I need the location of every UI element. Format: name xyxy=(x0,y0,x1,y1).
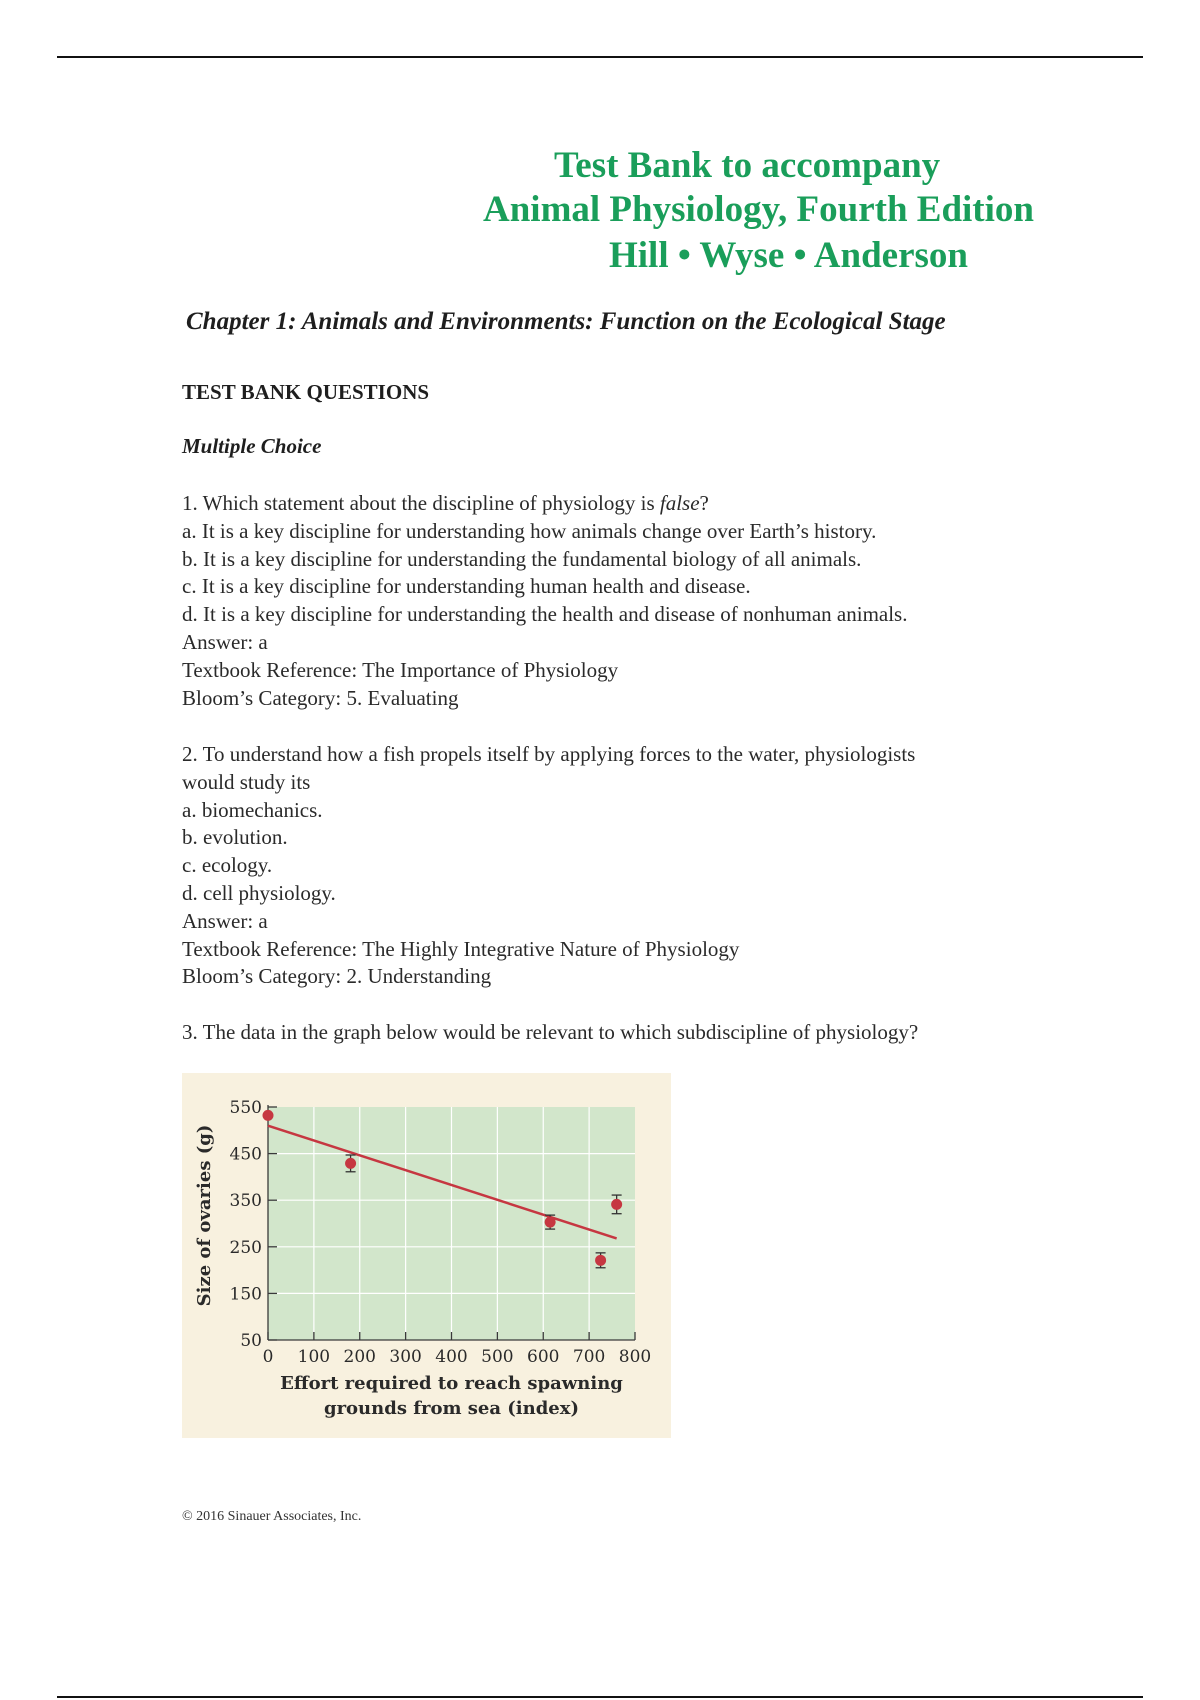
option-b: b. It is a key discipline for understanding the fundamental biology of all animals. xyxy=(182,546,862,571)
data-point xyxy=(263,1110,274,1121)
question-3 xyxy=(182,1019,1062,1047)
bloom-category: Bloom’s Category: 5. Evaluating xyxy=(182,685,459,710)
x-axis-title: Effort required to reach spawning xyxy=(280,1373,623,1394)
option-d: d. cell physiology. xyxy=(182,880,336,905)
y-tick-label: 450 xyxy=(229,1144,262,1165)
section-heading: TEST BANK QUESTIONS xyxy=(182,380,430,404)
question-stem-cont: would study its xyxy=(182,769,311,794)
x-tick-label: 500 xyxy=(481,1347,514,1367)
x-tick-label: 400 xyxy=(435,1347,468,1367)
bloom-category: Bloom’s Category: 2. Understanding xyxy=(182,964,492,989)
x-tick-label: 600 xyxy=(527,1347,560,1367)
y-tick-label: 150 xyxy=(229,1284,262,1305)
option-c: c. It is a key discipline for understanding human health and disease. xyxy=(182,574,751,599)
stem-text: 1. Which statement about the discipline of physiology is xyxy=(182,491,660,515)
x-tick-label: 200 xyxy=(343,1347,376,1367)
textbook-reference: Textbook Reference: The Highly Integrative Nature of Physiology xyxy=(182,936,740,961)
title-line-2: Animal Physiology, Fourth Edition xyxy=(483,189,1034,230)
data-point xyxy=(345,1158,356,1169)
x-tick-label: 700 xyxy=(572,1347,606,1367)
title-line-1: Test Bank to accompany xyxy=(554,145,941,186)
chapter-title: Chapter 1: Animals and Environments: Function on the Ecological Stage xyxy=(186,308,946,335)
x-tick-label: 100 xyxy=(297,1347,331,1367)
x-tick-label: 800 xyxy=(618,1347,652,1367)
question-2 xyxy=(182,741,1062,991)
stem-end: ? xyxy=(699,491,709,515)
copyright: © 2016 Sinauer Associates, Inc. xyxy=(182,1509,362,1524)
question-stem xyxy=(182,490,1062,518)
question-stem: 3. The data in the graph below would be relevant to which subdiscipline of physiology? xyxy=(182,1020,919,1044)
option-a: a. It is a key discipline for understanding how animals change over Earth’s history. xyxy=(182,518,877,543)
question-stem: 2. To understand how a fish propels itself by applying forces to the water, physiologists xyxy=(182,742,916,766)
option-c: c. ecology. xyxy=(182,853,273,878)
x-tick-label: 0 xyxy=(262,1347,274,1367)
y-axis-title: Size of ovaries (g) xyxy=(194,1124,215,1307)
data-point xyxy=(545,1217,556,1228)
data-point xyxy=(595,1255,606,1266)
x-axis-title-line-2: grounds from sea (index) xyxy=(323,1398,580,1419)
answer: Answer: a xyxy=(182,908,268,933)
answer: Answer: a xyxy=(182,629,268,654)
chart-svg xyxy=(182,1073,671,1438)
y-tick-label: 350 xyxy=(229,1191,262,1212)
y-tick-label: 250 xyxy=(229,1237,262,1258)
option-a: a. biomechanics. xyxy=(182,797,323,822)
option-d: d. It is a key discipline for understanding the health and disease of nonhuman animals. xyxy=(182,602,908,627)
title-line-3: Hill • Wyse • Anderson xyxy=(609,235,968,276)
subsection-heading: Multiple Choice xyxy=(182,434,322,458)
ovary-size-chart xyxy=(182,1073,671,1438)
question-1 xyxy=(182,490,1062,712)
option-b: b. evolution. xyxy=(182,825,288,850)
y-tick-label: 50 xyxy=(240,1331,262,1351)
data-point xyxy=(611,1199,622,1210)
stem-italic: false xyxy=(659,491,700,515)
y-tick-label: 550 xyxy=(229,1098,262,1118)
x-tick-label: 300 xyxy=(389,1347,422,1367)
top-rule xyxy=(57,56,1143,58)
textbook-reference: Textbook Reference: The Importance of Physiology xyxy=(182,657,619,682)
bottom-rule xyxy=(57,1696,1143,1698)
